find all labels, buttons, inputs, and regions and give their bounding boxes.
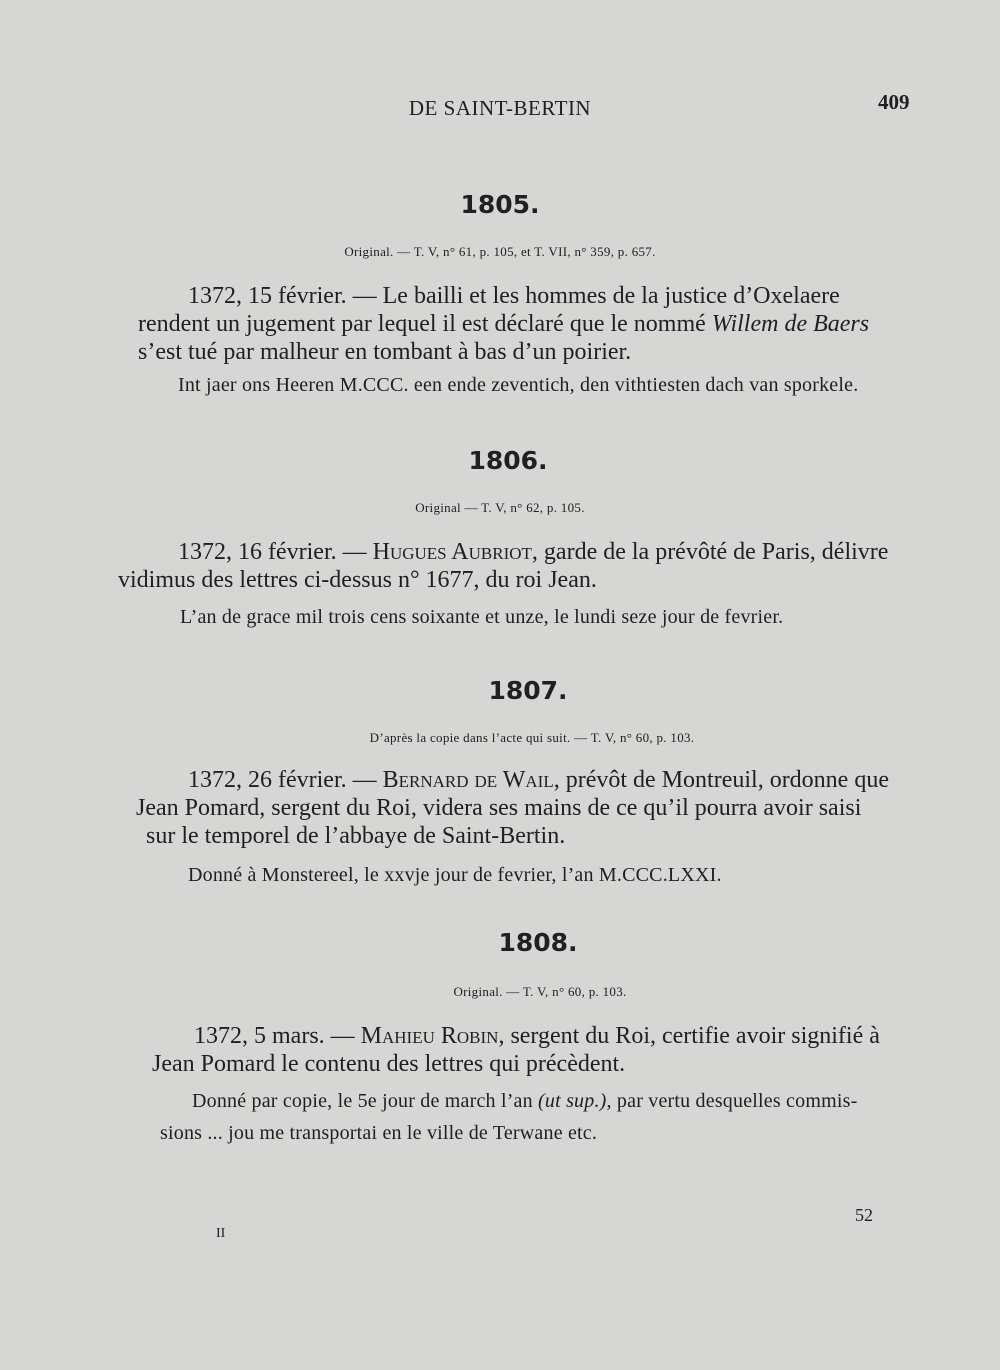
entry-summary-line: 1372, 15 février. — Le bailli et les hommes de la justice d’Oxelaere: [188, 283, 840, 309]
summary-text: 1372, 5 mars. —: [194, 1023, 361, 1049]
entry-quote: Donné à Monstereel, le xxvje jour de fevrier, l’an M.CCC.LXXI.: [188, 864, 722, 886]
entry-quote-line: sions ... jou me transportai en le ville de Terwane etc.: [160, 1122, 598, 1144]
entry-quote: L’an de grace mil trois cens soixante et unze, le lundi seze jour de fevrier.: [180, 606, 784, 628]
person-name: Mahieu Robin: [360, 1023, 499, 1049]
entry-source: Original — T. V, n° 62, p. 105.: [415, 500, 585, 515]
summary-text: , garde de la prévôté de Paris, délivre: [531, 539, 889, 565]
folio-number: 52: [855, 1205, 873, 1225]
running-title: DE SAINT-BERTIN: [408, 96, 592, 120]
entry-source: Original. — T. V, n° 60, p. 103.: [453, 984, 627, 999]
signature-mark: II: [216, 1226, 226, 1241]
entry-summary-line: s’est tué par malheur en tombant à bas d’un poirier.: [138, 339, 632, 365]
entry-summary-line: Jean Pomard le contenu des lettres qui précèdent.: [152, 1051, 626, 1077]
entry-number: 1807.: [488, 676, 568, 705]
entry-summary-line: Jean Pomard, sergent du Roi, videra ses mains de ce qu’il pourra avoir saisi: [136, 795, 862, 821]
entry-source: D’après la copie dans l’acte qui suit. — T. V, n° 60, p. 103.: [369, 730, 695, 745]
entry-quote: Int jaer ons Heeren M.CCC. een ende zeventich, den vithtiesten dach van sporkele.: [178, 374, 859, 396]
person-name: Hugues Aubriot: [372, 539, 532, 565]
person-name: Willem de Baers: [711, 311, 870, 337]
entry-summary-line: sur le temporel de l’abbaye de Saint-Bertin.: [146, 823, 566, 849]
entry-summary-line: vidimus des lettres ci-dessus n° 1677, du roi Jean.: [118, 567, 597, 593]
entry-source: Original. — T. V, n° 61, p. 105, et T. VII, n° 359, p. 657.: [344, 244, 656, 259]
entry-number: 1806.: [468, 446, 548, 475]
entry-summary-line: [188, 766, 889, 794]
entry-summary-line: [194, 1022, 880, 1050]
entry-quote-line: [192, 1090, 857, 1113]
summary-text: , prévôt de Montreuil, ordonne que: [553, 767, 889, 793]
entry-number: 1805.: [460, 190, 540, 219]
summary-text: 1372, 26 février. —: [188, 767, 383, 793]
summary-text: , sergent du Roi, certifie avoir signifié à: [498, 1023, 880, 1049]
person-name: Bernard de Wail: [382, 767, 554, 793]
entry-summary-line: [138, 310, 869, 338]
quote-italic: (ut sup.): [538, 1090, 607, 1112]
page-number: 409: [878, 90, 910, 114]
quote-text: , par vertu desquelles commis-: [606, 1090, 858, 1112]
quote-text: Donné par copie, le 5e jour de march l’an: [192, 1090, 539, 1112]
entry-number: 1808.: [498, 928, 578, 957]
summary-text: 1372, 16 février. —: [178, 539, 373, 565]
summary-text: rendent un jugement par lequel il est déclaré que le nommé: [138, 311, 712, 337]
entry-summary-line: [178, 538, 888, 566]
